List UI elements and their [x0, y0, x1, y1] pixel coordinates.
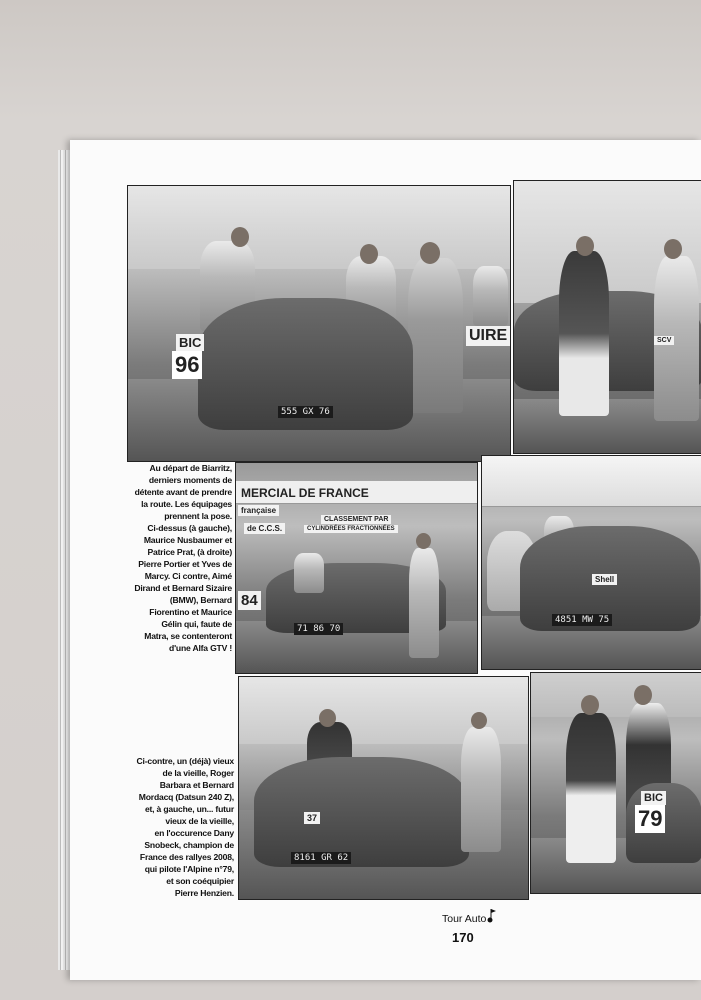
caption-line: Dirand et Bernard Sizaire: [134, 583, 232, 593]
license-plate: 4851 MW 75: [552, 614, 612, 626]
caption-line: Barbara et Bernard: [159, 780, 234, 790]
license-plate: 555 GX 76: [278, 406, 333, 418]
sign-francaise: française: [238, 505, 279, 516]
caption-line: Gélin qui, faute de: [161, 619, 232, 629]
caption-line: vieux de la vieille,: [165, 816, 234, 826]
license-plate: 71 86 70: [294, 623, 343, 635]
race-number: 96: [172, 351, 202, 379]
classement-sign-2: CYLINDRÉES FRACTIONNÉES: [304, 525, 398, 533]
license-plate: 8161 GR 62: [291, 852, 351, 864]
bic-sign: BIC: [176, 334, 204, 351]
caption-line: de la vieille, Roger: [162, 768, 234, 778]
caption-line: prennent la pose.: [164, 511, 232, 521]
flag-icon: [486, 907, 496, 923]
caption-line: Maurice Nusbaumer et: [143, 535, 232, 545]
classement-sign: CLASSEMENT PAR: [321, 515, 391, 524]
caption-line: Fiorentino et Maurice: [149, 607, 232, 617]
caption-line: la route. Les équipages: [141, 499, 232, 509]
caption-line: France des rallyes 2008,: [139, 852, 234, 862]
caption-line: Matra, se contenteront: [144, 631, 232, 641]
banner-sign: UIRE: [466, 326, 510, 346]
caption-biarritz: [128, 462, 232, 654]
caption-line: (BMW), Bernard: [169, 595, 232, 605]
door-sign: SCV: [654, 336, 674, 345]
caption-line: Mordacq (Datsun 240 Z),: [138, 792, 234, 802]
photo-alfa-gtv: [481, 455, 701, 670]
caption-line: et son coéquipier: [166, 876, 234, 886]
caption-line: en l'occurence Dany: [154, 828, 234, 838]
caption-line: d'une Alfa GTV !: [169, 643, 232, 653]
caption-line: Au départ de Biarritz,: [149, 463, 232, 473]
photo-bmw: [235, 462, 478, 674]
magazine-title: Tour Auto: [442, 913, 487, 925]
caption-line: Pierre Portier et Yves de: [138, 559, 232, 569]
page-number: 170: [452, 930, 474, 945]
sign-ccs: de C.C.S.: [244, 523, 285, 534]
photo-alpine-79: [530, 672, 701, 894]
shell-decal: Shell: [592, 574, 617, 585]
caption-line: détente avant de prendre: [134, 487, 232, 497]
caption-line: derniers moments de: [148, 475, 232, 485]
caption-line: qui pilote l'Alpine n°79,: [144, 864, 234, 874]
caption-line: Ci-dessus (à gauche),: [147, 523, 232, 533]
caption-line: Marcy. Ci contre, Aimé: [144, 571, 232, 581]
photo-datsun-240z: [238, 676, 529, 900]
caption-line: Patrice Prat, (à droite): [147, 547, 232, 557]
photo-alpine-start: [127, 185, 511, 462]
caption-line: et, à gauche, un... futur: [144, 804, 234, 814]
bic-sign: BIC: [641, 791, 666, 805]
banner-text: MERCIAL DE FRANCE: [241, 486, 369, 500]
photo-portier-marcy: [513, 180, 701, 454]
race-number: 84: [238, 591, 261, 610]
race-number: 79: [635, 805, 665, 833]
race-number: 37: [304, 812, 320, 824]
caption-line: Pierre Henzien.: [174, 888, 234, 898]
caption-line: Snobeck, champion de: [144, 840, 234, 850]
caption-line: Ci-contre, un (déjà) vieux: [136, 756, 234, 766]
caption-datsun-alpine: [128, 755, 234, 899]
